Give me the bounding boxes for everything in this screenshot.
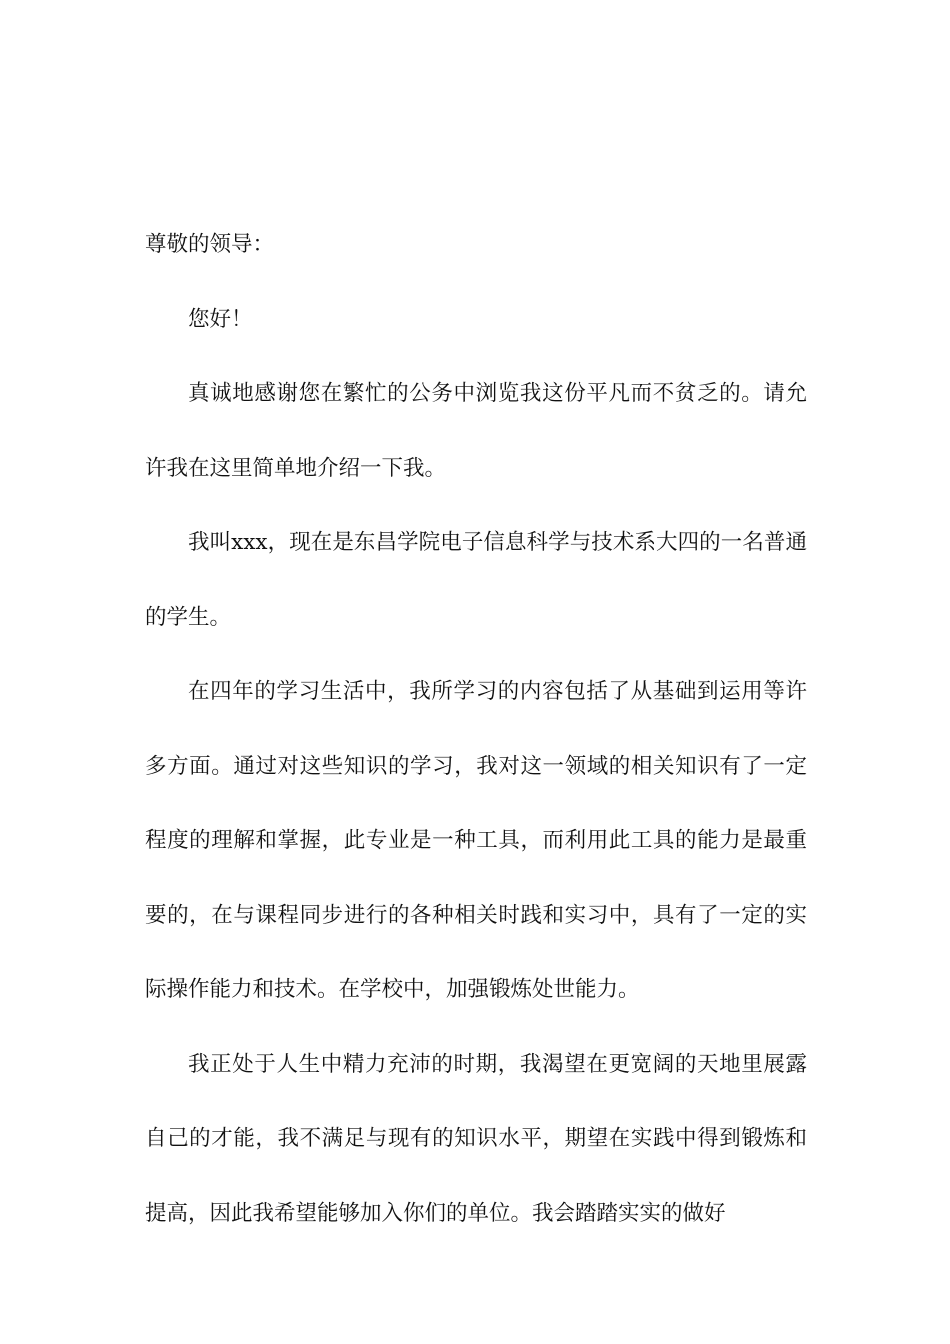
paragraph-introduction: 我叫xxx，现在是东昌学院电子信息科学与技术系大四的一名普通的学生。	[145, 530, 807, 630]
salutation: 尊敬的领导：	[145, 232, 275, 257]
paragraph-aspiration: 我正处于人生中精力充沛的时期，我渴望在更宽阔的天地里展露自己的才能，我不满足与现有的知识水平，期望在实践中得到锻炼和提高，因此我希望能够加入你们的单位。我会踏踏实实的做好	[145, 1051, 807, 1226]
paragraph-study: 在四年的学习生活中，我所学习的内容包括了从基础到运用等许多方面。通过对这些知识的学习，我对这一领域的相关知识有了一定程度的理解和掌握，此专业是一种工具，而利用此工具的能力是最重要的，在与课程同步进行的各种相关时践和实习中，具有了一定的实际操作能力和技术。在学校中，加强锻炼处世能力。	[145, 679, 807, 1002]
letter-body	[145, 208, 807, 1251]
paragraph-thanks: 真诚地感谢您在繁忙的公务中浏览我这份平凡而不贫乏的。请允许我在这里简单地介绍一下我。	[145, 381, 807, 481]
paragraph-greeting: 您好！	[188, 306, 253, 332]
